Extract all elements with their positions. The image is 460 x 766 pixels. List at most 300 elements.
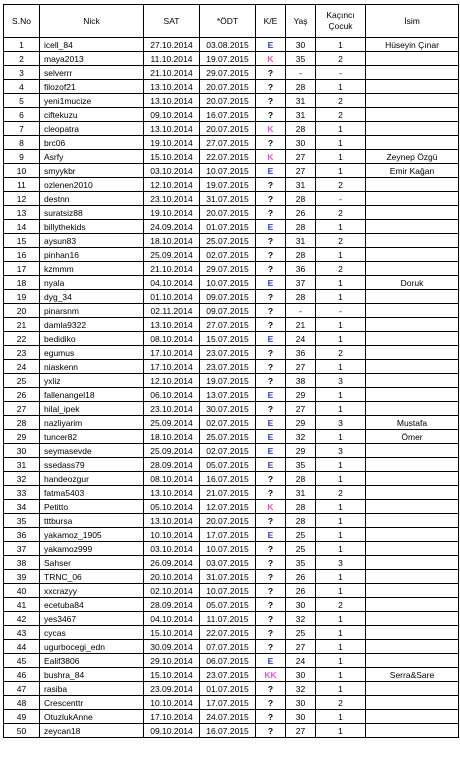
table-row (4, 206, 459, 220)
table-row (4, 52, 459, 66)
cell-ke: E (256, 276, 286, 290)
cell-kacinci-cocuk: 1 (316, 164, 366, 178)
cell-kacinci-cocuk: 2 (316, 108, 366, 122)
cell-odt: 23.07.2015 (200, 360, 256, 374)
cell-sno: 48 (4, 696, 40, 710)
cell-nick: niaskenn (40, 360, 144, 374)
cell-isim: Hüseyin Çınar (366, 38, 459, 52)
cell-kacinci-cocuk: 3 (316, 416, 366, 430)
cell-kacinci-cocuk: 2 (316, 486, 366, 500)
cell-odt: 15.07.2015 (200, 332, 256, 346)
cell-ke: ? (256, 542, 286, 556)
cell-nick: fallenangel18 (40, 388, 144, 402)
table-row (4, 388, 459, 402)
cell-ke: ? (256, 318, 286, 332)
cell-nick: yes3467 (40, 612, 144, 626)
cell-sno: 38 (4, 556, 40, 570)
cell-odt: 02.07.2015 (200, 248, 256, 262)
table-row (4, 234, 459, 248)
cell-ke: ? (256, 94, 286, 108)
cell-kacinci-cocuk: 1 (316, 584, 366, 598)
cell-ke: ? (256, 612, 286, 626)
cell-ke: ? (256, 486, 286, 500)
cell-odt: 20.07.2015 (200, 514, 256, 528)
table-row (4, 612, 459, 626)
cell-ke: ? (256, 640, 286, 654)
cell-yas: 24 (286, 654, 316, 668)
cell-odt: 01.07.2015 (200, 220, 256, 234)
cell-sno: 2 (4, 52, 40, 66)
cell-yas: 29 (286, 444, 316, 458)
cell-odt: 09.07.2015 (200, 304, 256, 318)
cell-isim (366, 374, 459, 388)
table-row (4, 38, 459, 52)
cell-sno: 20 (4, 304, 40, 318)
cell-isim (366, 290, 459, 304)
cell-odt: 20.07.2015 (200, 206, 256, 220)
cell-sat: 25.09.2014 (144, 444, 200, 458)
cell-kacinci-cocuk: 1 (316, 122, 366, 136)
cell-kacinci-cocuk: 1 (316, 640, 366, 654)
cell-nick: nazliyarim (40, 416, 144, 430)
cell-sat: 15.10.2014 (144, 626, 200, 640)
cell-sat: 21.10.2014 (144, 66, 200, 80)
table-row (4, 724, 459, 738)
cell-sno: 15 (4, 234, 40, 248)
cell-yas: 29 (286, 416, 316, 430)
cell-yas: 31 (286, 94, 316, 108)
cell-nick: Crescenttr (40, 696, 144, 710)
cell-ke: ? (256, 346, 286, 360)
cell-yas: 27 (286, 640, 316, 654)
cell-yas: 36 (286, 346, 316, 360)
cell-sat: 23.10.2014 (144, 192, 200, 206)
cell-yas: 24 (286, 332, 316, 346)
cell-odt: 21.07.2015 (200, 486, 256, 500)
cell-sno: 44 (4, 640, 40, 654)
cell-nick: tuncer82 (40, 430, 144, 444)
cell-ke: ? (256, 584, 286, 598)
cell-yas: 35 (286, 52, 316, 66)
cell-sat: 08.10.2014 (144, 472, 200, 486)
cell-odt: 23.07.2015 (200, 668, 256, 682)
cell-sat: 06.10.2014 (144, 388, 200, 402)
cell-isim (366, 304, 459, 318)
cell-kacinci-cocuk: 1 (316, 150, 366, 164)
cell-nick: aysun83 (40, 234, 144, 248)
cell-yas: 30 (286, 696, 316, 710)
cell-sno: 39 (4, 570, 40, 584)
cell-isim (366, 654, 459, 668)
cell-kacinci-cocuk: 1 (316, 724, 366, 738)
cell-sat: 21.10.2014 (144, 262, 200, 276)
cell-sno: 12 (4, 192, 40, 206)
cell-sat: 23.10.2014 (144, 402, 200, 416)
cell-isim (366, 472, 459, 486)
table-row (4, 136, 459, 150)
cell-isim (366, 402, 459, 416)
cell-ke: K (256, 500, 286, 514)
cell-isim (366, 66, 459, 80)
cell-sat: 17.10.2014 (144, 346, 200, 360)
cell-isim (366, 318, 459, 332)
cell-odt: 17.07.2015 (200, 696, 256, 710)
header-row (4, 5, 459, 38)
cell-yas: 26 (286, 584, 316, 598)
cell-kacinci-cocuk: 1 (316, 360, 366, 374)
cell-sno: 14 (4, 220, 40, 234)
cell-kacinci-cocuk: 1 (316, 276, 366, 290)
table-row (4, 290, 459, 304)
table-row (4, 402, 459, 416)
cell-kacinci-cocuk: 2 (316, 346, 366, 360)
cell-ke: ? (256, 192, 286, 206)
cell-sat: 17.10.2014 (144, 360, 200, 374)
cell-kacinci-cocuk: 1 (316, 220, 366, 234)
cell-yas: 28 (286, 514, 316, 528)
cell-kacinci-cocuk: 1 (316, 612, 366, 626)
cell-kacinci-cocuk: 1 (316, 290, 366, 304)
cell-nick: billythekids (40, 220, 144, 234)
cell-ke: E (256, 430, 286, 444)
cell-nick: rasiba (40, 682, 144, 696)
cell-odt: 07.07.2015 (200, 640, 256, 654)
cell-sat: 03.10.2014 (144, 164, 200, 178)
cell-yas: 27 (286, 360, 316, 374)
cell-sno: 23 (4, 346, 40, 360)
table-row (4, 444, 459, 458)
cell-kacinci-cocuk: 2 (316, 696, 366, 710)
cell-ke: KK (256, 668, 286, 682)
table-row (4, 654, 459, 668)
cell-odt: 10.07.2015 (200, 542, 256, 556)
cell-sat: 09.10.2014 (144, 108, 200, 122)
cell-yas: 32 (286, 612, 316, 626)
table-body (4, 38, 459, 738)
table-row (4, 556, 459, 570)
cell-odt: 02.07.2015 (200, 416, 256, 430)
cell-kacinci-cocuk: 3 (316, 374, 366, 388)
table-row (4, 150, 459, 164)
cell-sno: 21 (4, 318, 40, 332)
cell-sat: 04.10.2014 (144, 612, 200, 626)
cell-yas: 27 (286, 164, 316, 178)
cell-sat: 13.10.2014 (144, 80, 200, 94)
cell-kacinci-cocuk: 2 (316, 262, 366, 276)
cell-kacinci-cocuk: - (316, 304, 366, 318)
cell-odt: 10.07.2015 (200, 164, 256, 178)
table-row (4, 486, 459, 500)
cell-odt: 03.07.2015 (200, 556, 256, 570)
cell-sno: 3 (4, 66, 40, 80)
cell-yas: 38 (286, 374, 316, 388)
cell-sno: 27 (4, 402, 40, 416)
cell-sat: 10.10.2014 (144, 528, 200, 542)
cell-odt: 29.07.2015 (200, 66, 256, 80)
cell-nick: yakamoz_1905 (40, 528, 144, 542)
cell-kacinci-cocuk: 1 (316, 514, 366, 528)
table-row (4, 164, 459, 178)
cell-nick: icell_84 (40, 38, 144, 52)
cell-isim (366, 80, 459, 94)
cell-nick: ssedass79 (40, 458, 144, 472)
cell-ke: ? (256, 402, 286, 416)
cell-odt: 11.07.2015 (200, 612, 256, 626)
cell-yas: 28 (286, 122, 316, 136)
cell-yas: 31 (286, 234, 316, 248)
cell-sat: 13.10.2014 (144, 486, 200, 500)
cell-isim (366, 710, 459, 724)
cell-kacinci-cocuk: 1 (316, 402, 366, 416)
table-row (4, 108, 459, 122)
cell-nick: TRNC_06 (40, 570, 144, 584)
cell-kacinci-cocuk: 1 (316, 318, 366, 332)
cell-sat: 08.10.2014 (144, 332, 200, 346)
cell-nick: ciftekuzu (40, 108, 144, 122)
cell-odt: 22.07.2015 (200, 626, 256, 640)
cell-sat: 25.09.2014 (144, 416, 200, 430)
cell-odt: 05.07.2015 (200, 598, 256, 612)
header-isim: İsim (366, 5, 459, 38)
cell-sno: 42 (4, 612, 40, 626)
cell-yas: 29 (286, 388, 316, 402)
cell-ke: ? (256, 374, 286, 388)
cell-nick: ugurbocegi_edn (40, 640, 144, 654)
cell-sat: 28.09.2014 (144, 598, 200, 612)
cell-yas: 27 (286, 724, 316, 738)
cell-odt: 25.07.2015 (200, 234, 256, 248)
cell-sno: 43 (4, 626, 40, 640)
cell-ke: ? (256, 108, 286, 122)
cell-kacinci-cocuk: 1 (316, 458, 366, 472)
table-row (4, 80, 459, 94)
cell-sat: 15.10.2014 (144, 150, 200, 164)
table-row (4, 430, 459, 444)
cell-ke: ? (256, 234, 286, 248)
header-nick: Nick (40, 5, 144, 38)
cell-ke: E (256, 528, 286, 542)
cell-nick: nyala (40, 276, 144, 290)
table-row (4, 500, 459, 514)
cell-ke: K (256, 122, 286, 136)
cell-sno: 25 (4, 374, 40, 388)
cell-kacinci-cocuk: 1 (316, 38, 366, 52)
cell-sno: 36 (4, 528, 40, 542)
cell-odt: 31.07.2015 (200, 570, 256, 584)
cell-kacinci-cocuk: 1 (316, 528, 366, 542)
cell-yas: 28 (286, 80, 316, 94)
cell-odt: 27.07.2015 (200, 136, 256, 150)
cell-sno: 35 (4, 514, 40, 528)
cell-sat: 02.10.2014 (144, 584, 200, 598)
cell-sno: 6 (4, 108, 40, 122)
header-ke: K/E (256, 5, 286, 38)
cell-nick: egumus (40, 346, 144, 360)
cell-odt: 16.07.2015 (200, 724, 256, 738)
cell-sno: 8 (4, 136, 40, 150)
cell-yas: 25 (286, 528, 316, 542)
cell-nick: suratsiz88 (40, 206, 144, 220)
cell-isim: Zeynep Özgü (366, 150, 459, 164)
cell-odt: 16.07.2015 (200, 472, 256, 486)
cell-sat: 18.10.2014 (144, 234, 200, 248)
cell-yas: 32 (286, 682, 316, 696)
cell-nick: destnn (40, 192, 144, 206)
table-row (4, 346, 459, 360)
header-sat: SAT (144, 5, 200, 38)
cell-nick: bushra_84 (40, 668, 144, 682)
cell-sat: 12.10.2014 (144, 178, 200, 192)
cell-isim (366, 346, 459, 360)
cell-ke: ? (256, 514, 286, 528)
cell-odt: 16.07.2015 (200, 108, 256, 122)
cell-yas: - (286, 304, 316, 318)
cell-odt: 10.07.2015 (200, 584, 256, 598)
cell-sno: 18 (4, 276, 40, 290)
cell-kacinci-cocuk: 2 (316, 178, 366, 192)
cell-sat: 20.10.2014 (144, 570, 200, 584)
pregnancy-list-table (3, 4, 459, 738)
cell-isim (366, 556, 459, 570)
cell-nick: pinhan16 (40, 248, 144, 262)
cell-isim (366, 682, 459, 696)
cell-ke: E (256, 332, 286, 346)
cell-yas: 25 (286, 542, 316, 556)
cell-isim (366, 206, 459, 220)
cell-kacinci-cocuk: 2 (316, 206, 366, 220)
cell-odt: 29.07.2015 (200, 262, 256, 276)
cell-kacinci-cocuk: 2 (316, 598, 366, 612)
cell-isim (366, 626, 459, 640)
cell-isim: Mustafa (366, 416, 459, 430)
sheet-container (3, 4, 459, 738)
cell-sno: 28 (4, 416, 40, 430)
table-row (4, 94, 459, 108)
cell-isim (366, 514, 459, 528)
cell-nick: Sahser (40, 556, 144, 570)
cell-isim (366, 486, 459, 500)
cell-isim (366, 388, 459, 402)
cell-sno: 40 (4, 584, 40, 598)
header-odt: *ÖDT (200, 5, 256, 38)
cell-isim: Serra&Sare (366, 668, 459, 682)
cell-sno: 24 (4, 360, 40, 374)
table-row (4, 696, 459, 710)
cell-sat: 23.09.2014 (144, 682, 200, 696)
cell-ke: ? (256, 696, 286, 710)
cell-sat: 30.09.2014 (144, 640, 200, 654)
cell-sat: 03.10.2014 (144, 542, 200, 556)
cell-yas: 28 (286, 472, 316, 486)
cell-kacinci-cocuk: 1 (316, 388, 366, 402)
cell-isim (366, 360, 459, 374)
cell-kacinci-cocuk: - (316, 66, 366, 80)
cell-nick: yxliz (40, 374, 144, 388)
cell-sno: 17 (4, 262, 40, 276)
cell-yas: 30 (286, 38, 316, 52)
cell-isim (366, 248, 459, 262)
cell-sno: 10 (4, 164, 40, 178)
cell-ke: E (256, 458, 286, 472)
cell-kacinci-cocuk: 1 (316, 626, 366, 640)
cell-nick: cycas (40, 626, 144, 640)
cell-isim (366, 234, 459, 248)
cell-sno: 26 (4, 388, 40, 402)
cell-nick: brc06 (40, 136, 144, 150)
cell-sno: 16 (4, 248, 40, 262)
cell-sno: 32 (4, 472, 40, 486)
cell-sat: 02.11.2014 (144, 304, 200, 318)
cell-isim (366, 528, 459, 542)
cell-yas: 28 (286, 192, 316, 206)
cell-yas: 30 (286, 668, 316, 682)
cell-odt: 06.07.2015 (200, 654, 256, 668)
cell-ke: ? (256, 570, 286, 584)
table-row (4, 570, 459, 584)
cell-nick: dyg_34 (40, 290, 144, 304)
cell-sat: 24.09.2014 (144, 220, 200, 234)
cell-isim (366, 332, 459, 346)
cell-isim (366, 598, 459, 612)
cell-yas: 26 (286, 206, 316, 220)
cell-ke: K (256, 150, 286, 164)
cell-odt: 27.07.2015 (200, 318, 256, 332)
cell-nick: selverrr (40, 66, 144, 80)
cell-kacinci-cocuk: 1 (316, 682, 366, 696)
cell-sat: 13.10.2014 (144, 514, 200, 528)
cell-sno: 5 (4, 94, 40, 108)
cell-nick: filozof21 (40, 80, 144, 94)
cell-odt: 12.07.2015 (200, 500, 256, 514)
cell-kacinci-cocuk: 2 (316, 94, 366, 108)
cell-ke: E (256, 444, 286, 458)
cell-odt: 25.07.2015 (200, 430, 256, 444)
cell-ke: E (256, 654, 286, 668)
cell-nick: maya2013 (40, 52, 144, 66)
cell-isim (366, 500, 459, 514)
cell-odt: 05.07.2015 (200, 458, 256, 472)
cell-kacinci-cocuk: 1 (316, 80, 366, 94)
cell-odt: 20.07.2015 (200, 122, 256, 136)
cell-ke: E (256, 388, 286, 402)
table-row (4, 682, 459, 696)
cell-ke: ? (256, 206, 286, 220)
cell-yas: 27 (286, 150, 316, 164)
header-yas: Yaş (286, 5, 316, 38)
cell-isim (366, 192, 459, 206)
cell-odt: 31.07.2015 (200, 192, 256, 206)
cell-odt: 13.07.2015 (200, 388, 256, 402)
cell-sno: 13 (4, 206, 40, 220)
table-row (4, 640, 459, 654)
cell-ke: ? (256, 710, 286, 724)
table-row (4, 472, 459, 486)
cell-yas: 35 (286, 556, 316, 570)
cell-kacinci-cocuk: 1 (316, 500, 366, 514)
cell-sno: 11 (4, 178, 40, 192)
table-row (4, 458, 459, 472)
cell-kacinci-cocuk: 1 (316, 248, 366, 262)
cell-sat: 13.10.2014 (144, 122, 200, 136)
cell-kacinci-cocuk: 1 (316, 430, 366, 444)
cell-odt: 10.07.2015 (200, 276, 256, 290)
cell-ke: ? (256, 66, 286, 80)
cell-isim (366, 696, 459, 710)
cell-yas: 32 (286, 430, 316, 444)
cell-kacinci-cocuk: 1 (316, 472, 366, 486)
table-row (4, 374, 459, 388)
cell-isim: Emir Kağan (366, 164, 459, 178)
